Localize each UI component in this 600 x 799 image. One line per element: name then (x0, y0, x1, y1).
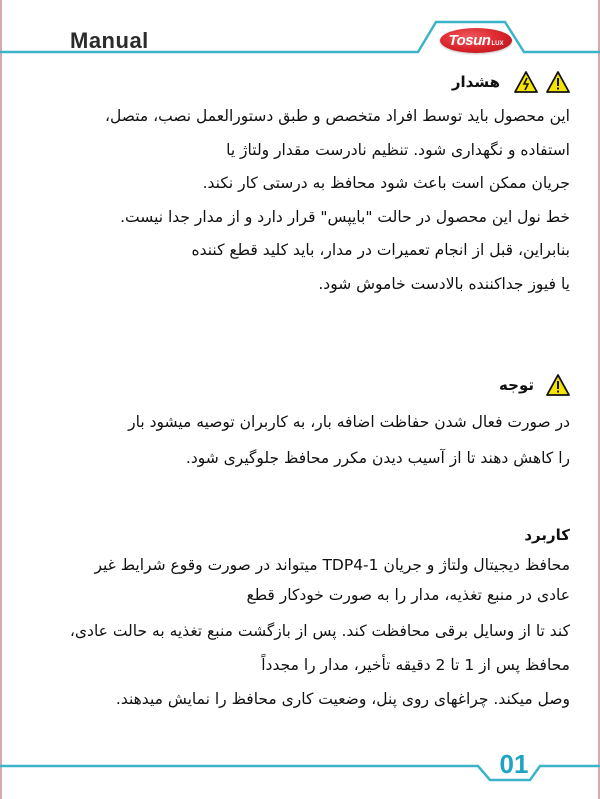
usage-line: محافظ پس از 1 تا 2 دقیقه تأخیر، مدار را مجدداً (261, 656, 570, 674)
usage-line: عادی در منبع تغذیه، مدار را به صورت خودکار قطع (246, 586, 570, 604)
warning-line: جریان ممکن است باعث شود محافظ به درستی کار نکند. (202, 174, 570, 192)
general-warning-icon (546, 71, 570, 93)
logo-sub: LUX (491, 40, 504, 47)
warning-section (30, 64, 570, 301)
warning-line: این محصول باید توسط افراد متخصص و طبق دستورالعمل نصب، متصل، (105, 107, 570, 125)
electric-hazard-icon (514, 71, 538, 93)
notice-heading (30, 366, 570, 404)
notice-text (30, 404, 570, 476)
warning-title: هشدار (451, 73, 500, 91)
warning-heading (30, 64, 570, 100)
brand-logo (440, 28, 512, 53)
usage-title: کاربرد (524, 526, 570, 544)
page-left-edge (0, 0, 2, 799)
warning-line: خط نول این محصول در حالت "بایپس" قرار دارد و از مدار جدا نیست. (120, 207, 570, 226)
notice-line: را کاهش دهند تا از آسیب دیدن مکرر محافظ جلوگیری شود. (185, 449, 570, 467)
manual-title: Manual (70, 28, 149, 53)
logo-text: Tosun (448, 32, 491, 49)
warning-line: استفاده و نگهداری شود. تنظیم نادرست مقدار ولتاژ یا (226, 140, 570, 159)
usage-heading (30, 520, 570, 550)
usage-line: کند تا از وسایل برقی محافظت کند. پس از بازگشت منبع تغذیه به حالت عادی، (69, 622, 570, 640)
page-number: 01 (499, 749, 529, 779)
warning-text (30, 100, 570, 301)
notice-title: توجه (499, 376, 534, 394)
notice-section (30, 366, 570, 476)
general-warning-icon (546, 374, 570, 396)
usage-line: وصل میکند. چراغهای روی پنل، وضعیت کاری محافظ را نمایش میدهند. (115, 690, 570, 708)
warning-line: یا فیوز جداکننده بالادست خاموش شود. (318, 274, 570, 293)
usage-section (30, 520, 570, 714)
page-header (0, 0, 600, 60)
warning-line: بنابراین، قبل از انجام تعمیرات در مدار، باید کلید قطع کننده (191, 241, 570, 259)
usage-text (30, 550, 570, 714)
usage-line: محافظ دیجیتال ولتاژ و جریان TDP4-1 میتواند در صورت وقوع شرایط غیر (94, 556, 570, 574)
page-footer (0, 740, 600, 799)
notice-line: در صورت فعال شدن حفاظت اضافه بار، به کاربران توصیه میشود بار (128, 413, 570, 431)
